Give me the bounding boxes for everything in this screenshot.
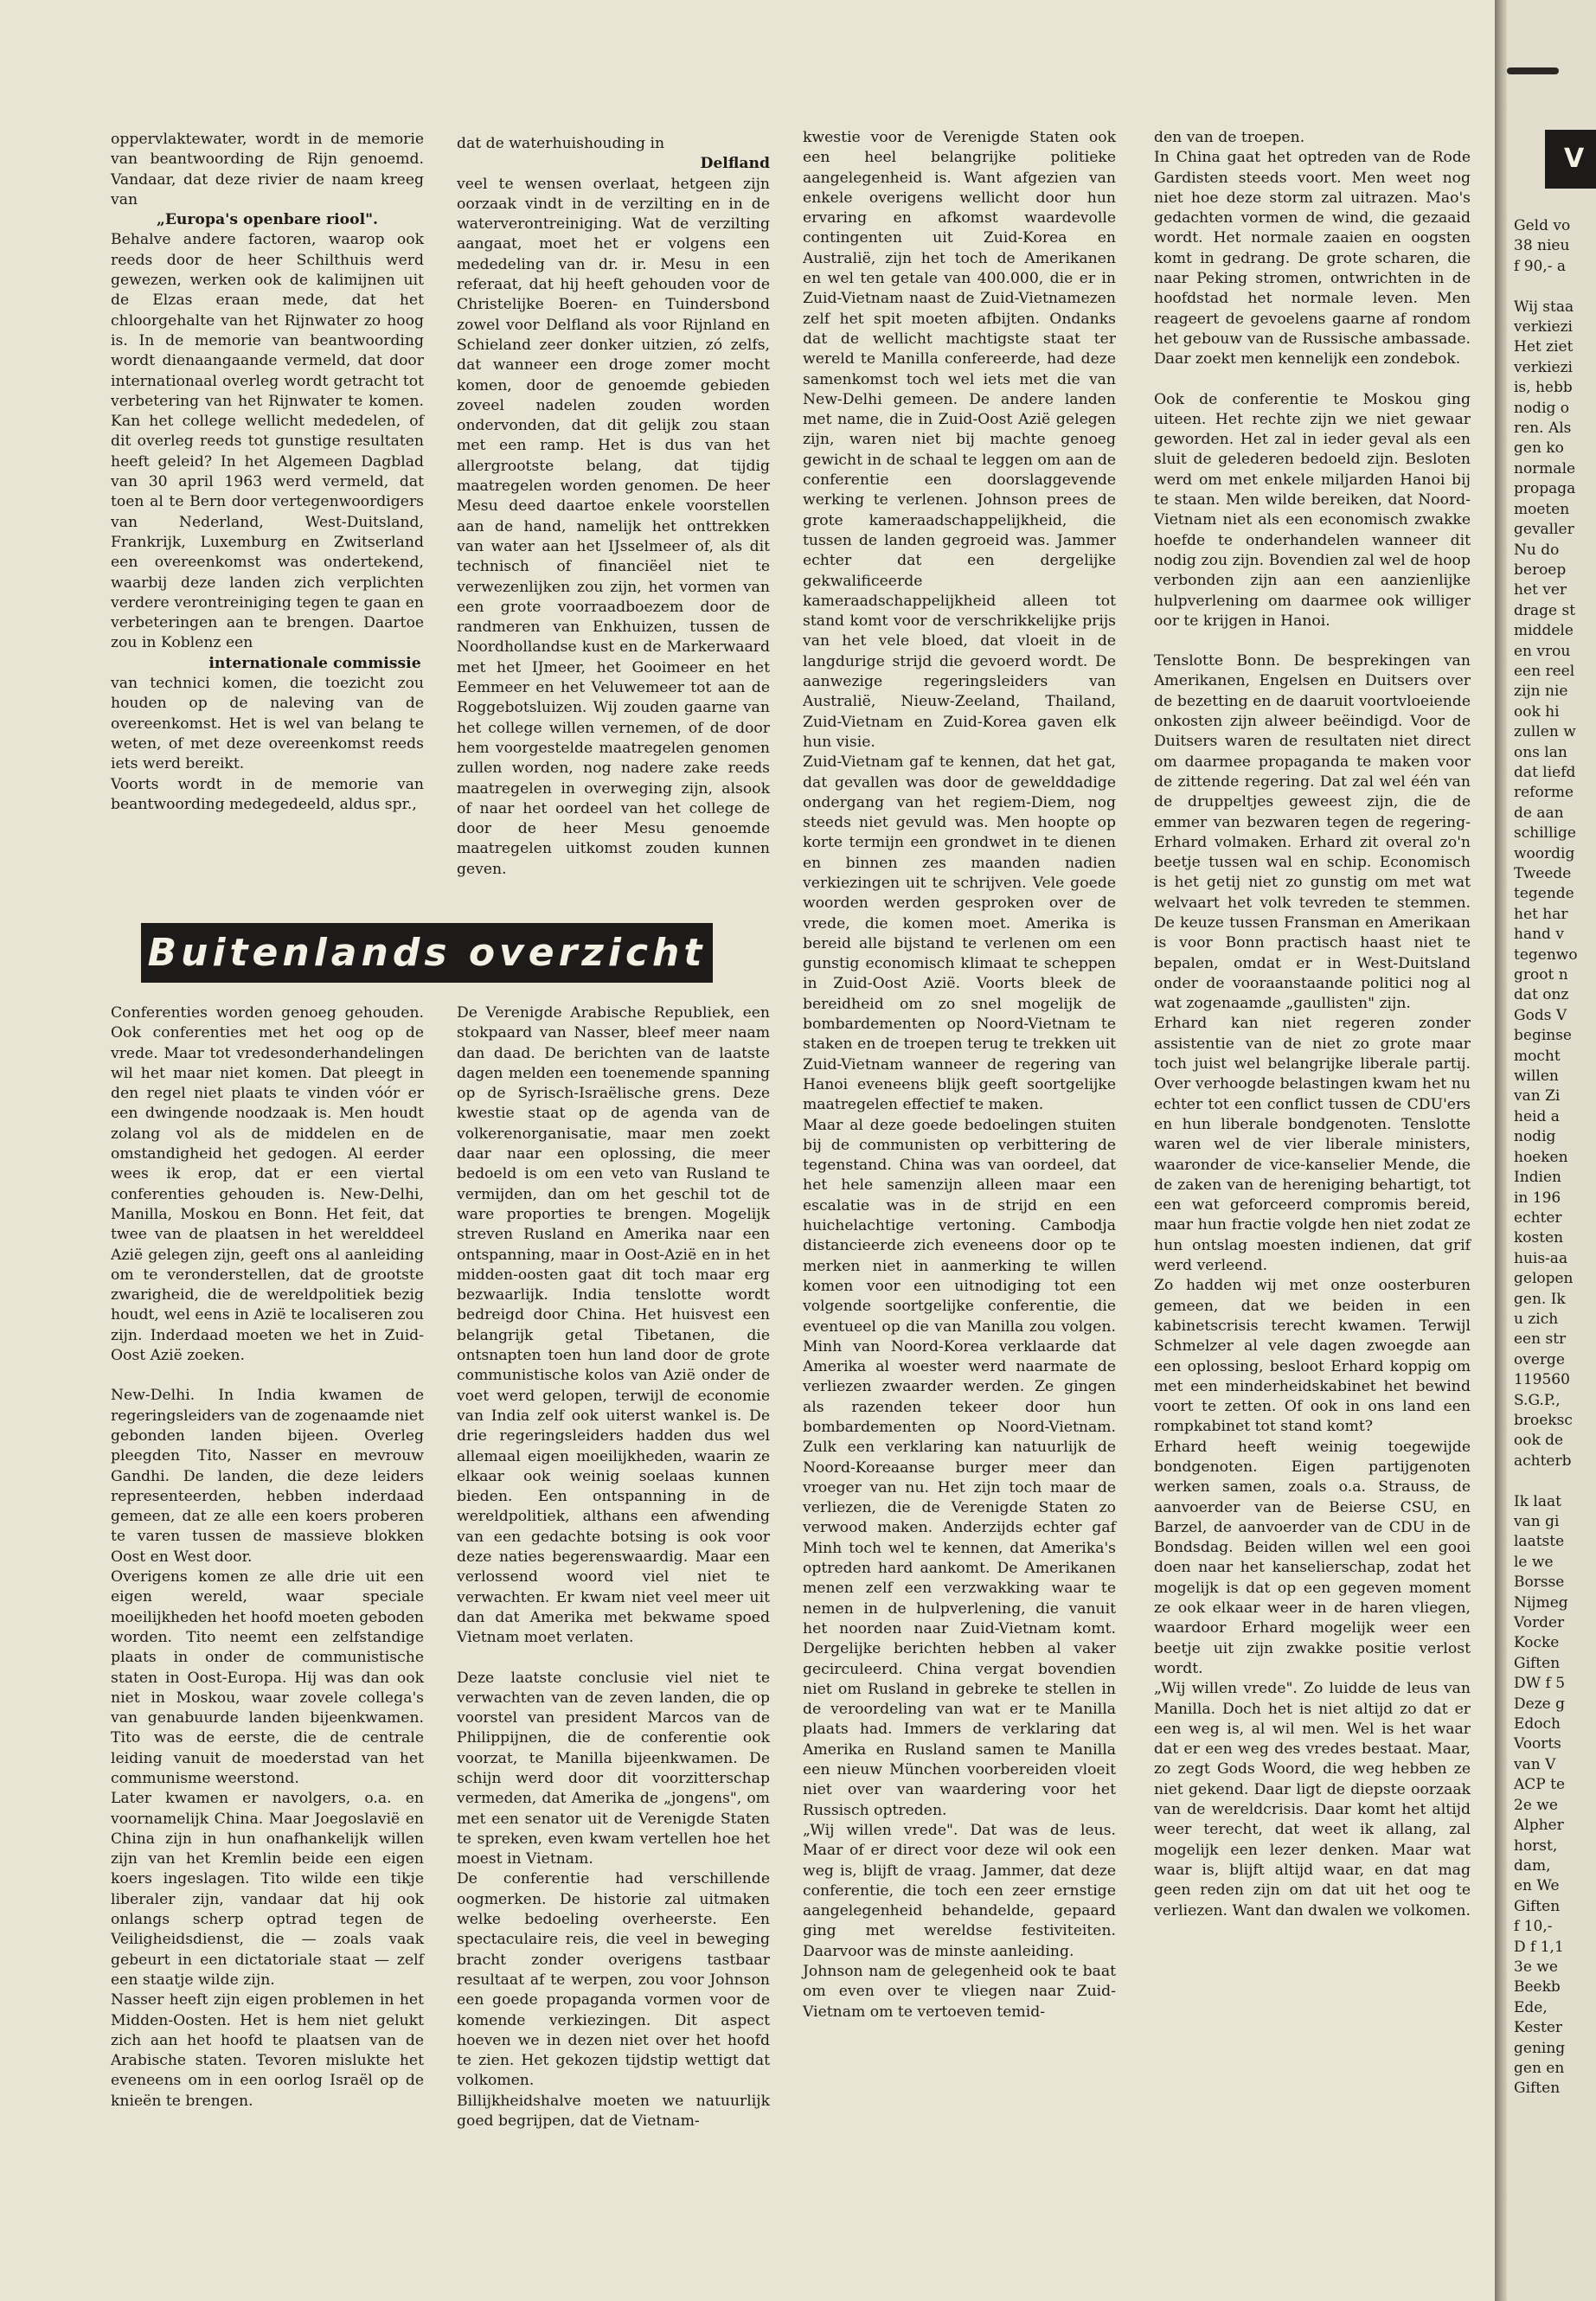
next-page-line: Tweede [1514, 865, 1572, 882]
next-page-line: D f 1,1 [1514, 1938, 1564, 1956]
next-page-line: beroep [1514, 561, 1567, 579]
next-page-line: woordig [1514, 844, 1575, 862]
next-page-line: middele [1514, 622, 1574, 640]
next-page-line: Het ziet [1514, 338, 1574, 356]
column-4 [1154, 128, 1471, 1921]
paragraph: „Wij willen vrede". Dat was de leus. Maar of er direct voor deze wil ook een weg is, blijft de vraag. Jammer, dat deze conferentie, die toch een zeer ernstige aangelegenheid behandelde, gepaard ging met wereldse festiviteiten. Daarvoor was de minste aanleiding. [803, 1821, 1116, 1960]
next-page-line: Kester [1514, 2019, 1563, 2037]
next-page-line: hoeken [1514, 1148, 1568, 1166]
next-page-line: heid a [1514, 1107, 1560, 1125]
paragraph: Erhard heeft weinig toegewijde bondgenoten. Eigen partijgenoten werken samen, zoals o.a. Strauss, de aanvoerder van de Beierse CSU, en Barzel, de aanvoerder van de CDU in de Bondsdag. Beiden willen wel een gooi doen naar het kanselierschap, zodat het mogelijk is dat op een gegeven moment ze ook elkaar weer in de haren vliegen, waardoor Erhard mogelijk weer een beetje uit zijn zwakke positie verlost wordt. [1154, 1438, 1471, 1677]
next-page-line: reforme [1514, 784, 1574, 802]
next-page-line: S.G.P., [1514, 1391, 1561, 1409]
subheading: Delfland [700, 155, 770, 173]
next-page-line: zijn nie [1514, 683, 1568, 701]
next-page-line: mocht [1514, 1047, 1561, 1065]
bottom-column-1 [111, 1003, 424, 2112]
paragraph: New-Delhi. In India kwamen de regeringsleiders van de zogenaamde niet gebonden landen bijeen. Overleg pleegden Tito, Nasser en mevrouw Gandhi. De landen, die deze leiders representeerden, hebben inderdaad gemeen, dat ze alle een koers proberen te varen tussen de massieve blokken Oost en West door. [111, 1387, 424, 1566]
next-page-line: tegenwo [1514, 945, 1578, 964]
next-page-line [1514, 1471, 1596, 1491]
paragraph: veel te wensen overlaat, hetgeen zijn oorzaak vindt in de verzilting en in de waterverontreiniging. Wat de verzilting aangaat, moet het er volgens een mededeling van dr. ir. Mesu in een referaat, dat hij heeft gehouden voor de Christelijke Boeren- en Tuindersbond zowel voor Delfland als voor Rijnland en Schieland zeer donker uitzien, zó zelfs, dat wanneer een droge zomer mocht komen, door de genoemde gebieden zoveel nadelen zouden worden ondervonden, dat dit gelijk zou staan met een ramp. Het is dus van het allergrootste belang, dat tijdig maatregelen worden genomen. De heer Mesu deed daartoe enkele voorstellen aan de hand, namelijk het onttrekken van water aan het IJsselmeer of, als dit technisch of financiëel niet te verwezenlijken zou zijn, het vormen van een grote voorraadboezem door de randmeren van Enkhuizen, tussen de Noordhollandse kust en de Markerwaard met het IJmeer, het Gooimeer en het Eemmeer en het Veluwemeer tot aan de Roggebotsluizen. Wij zouden gaarne van het college willen vernemen, of de door hem voorgestelde maatregelen genomen zullen worden, nog nadere zake reeds maatregelen in overweging zijn, alsook of naar het oordeel van het college de door de heer Mesu genoemde maatregelen uitkomst zouden kunnen geven. [457, 175, 770, 878]
paragraph: dat de waterhuishouding in [457, 135, 665, 152]
paragraph: Later kwamen er navolgers, o.a. en voornamelijk China. Maar Joegoslavië en China zijn in hun onafhankelijk willen zijn van het Kremlin beide een eigen koers ingeslagen. Tito wilde een tikje liberaler zijn, vandaar dat hij ook onlangs scherp optrad tegen de Veiligheidsdienst, die — zoals vaak gebeurt in een dictatoriale staat — zelf een staatje wilde zijn. [111, 1790, 424, 1989]
next-page-line: gening [1514, 2039, 1566, 2057]
paragraph: van technici komen, die toezicht zou houden op de naleving van de overeenkomst. Het is wel van belang te weten, of met deze overeenkomst reeds iets werd bereikt. [111, 675, 424, 773]
paragraph: Conferenties worden genoeg gehouden. Ook conferenties met het oog op de vrede. Maar tot vredesonderhandelingen wil het maar niet komen. Dat pleegt in den regel niet plaats te vinden vóór er een dwingende noodzaak is. Men houdt zolang vol als de middelen en de omstandigheid het gedogen. Al eerder wees ik erop, dat er een viertal conferenties gehouden is. New-Delhi, Manilla, Moskou en Bonn. Het feit, dat twee van de plaatsen in het werelddeel Azië gelegen zijn, geeft ons al aanleiding om te veronderstellen, dat de grootste zwarigheid, die de wereldpolitiek bezig houdt, wel eens in Azië te localiseren zou zijn. Inderdaad moeten we het in Zuid-Oost Azië zoeken. [111, 1004, 424, 1365]
next-page-line: achterb [1514, 1452, 1572, 1470]
paragraph: Deze laatste conclusie viel niet te verwachten van de zeven landen, die op voorstel van president Marcos van de Philippijnen, die de conferentie ook voorzat, te Manilla bijeenkwamen. De schijn werd door dit voorzitterschap vermeden, dat Amerika de „jongens", om met een senator uit de Verenigde Staten te spreken, even kwam vertellen hoe het moest in Vietnam. [457, 1669, 770, 1868]
next-page-line: Edoch [1514, 1715, 1561, 1734]
next-page-line: Borsse [1514, 1574, 1565, 1592]
paragraph: Maar al deze goede bedoelingen stuiten bij de communisten op verbittering de tegenstand. China was van oordeel, dat het hele samenzijn alleen maar een escalatie was in de strijd en een huichelachtige vertoning. Cambodja distancieerde zich eveneens door op te merken niet in aanmerking te willen komen voor een uitnodiging tot een volgende soortgelijke conferentie, die eventueel op die van Manilla zou volgen. Minh van Noord-Korea verklaarde dat Amerika al woester werd naarmate de verliezen zwaarder werden. Ze gingen als razenden tekeer door hun bombardementen op Noord-Vietnam. Zulk een verklaring kan natuurlijk de Noord-Koreaanse burger meer dan vroeger van nu. Het zijn toch maar de verliezen, die de Verenigde Staten zo verwood maken. Anderzijds echter gaf Minh toch wel te kennen, dat Amerika's optreden hard aankomt. De Amerikanen menen zelf een verzwakking waar te nemen in de hulpverlening, die vanuit het noorden naar Zuid-Vietnam komt. Dergelijke berichten hebben al vaker gecirculeerd. China vergat bovendien niet om Rusland in gebreke te stellen in de veroordeling van wat er te Manilla plaats had. Immers de verklaring dat Amerika en Rusland samen te Manilla een nieuw München voorbereiden vloeit niet over van waardering voor het Russisch optreden. [803, 1116, 1116, 1819]
next-page-line: dam, [1514, 1856, 1551, 1875]
paragraph: Nasser heeft zijn eigen problemen in het Midden-Oosten. Het is hem niet gelukt zich aan het hoofd te plaatsen van de Arabische staten. Tevoren mislukte het eveneens om in een oorlog Israël op de knieën te brengen. [111, 1991, 424, 2110]
paragraph: Tenslotte Bonn. De besprekingen van Amerikanen, Engelsen en Duitsers over de bezetting en de daaruit voortvloeiende onkosten zijn alweer beëindigd. Voor de Duitsers waren de resultaten niet direct om daarmee propaganda te maken voor de zittende regering. Dat zal wel één van de druppeltjes geweest zijn, die de emmer van bezwaren tegen de regering-Erhard volmaken. Erhard zit overal zo'n beetje tussen wal en schip. Economisch is het getij niet zo gunstig om met wat welvaart het volk tevreden te stemmen. De keuze tussen Fransman en Amerikaan is voor Bonn practisch haast niet te bepalen, omdat er in West-Duitsland onder de vooraanstaande politici nog al wat zogenaamde „gaullisten" zijn. [1154, 652, 1471, 1013]
next-page-line: ren. Als [1514, 420, 1572, 438]
next-page-line: gelopen [1514, 1270, 1574, 1288]
next-page-line: verkiezi [1514, 318, 1573, 336]
paragraph: „Wij willen vrede". Zo luidde de leus van Manilla. Doch het is niet altijd zo dat er een weg is, al wil men. Wel is het waar dat er een weg des vredes bestaat. Maar, zo zegt Gods Woord, die weg hebben ze niet gekend. Daar ligt de diepste oorzaak van de wereldcrisis. Daar komt het altijd weer terecht, dat weet ik allang, zal mogelijk een lezer denken. Maar wat waar is, blijft altijd waar, en dat mag geen reden zijn om dat uit het oog te verliezen. Want dan dwalen we volkomen. [1154, 1680, 1471, 1920]
paragraph: Billijkheidshalve moeten we natuurlijk goed begrijpen, dat de Vietnam- [457, 2092, 770, 2131]
next-page-line: ook de [1514, 1432, 1564, 1450]
subheading: internationale commissie [208, 654, 421, 672]
next-page-line: 119560 [1514, 1371, 1570, 1389]
next-page-line: drage st [1514, 601, 1576, 619]
next-page-line: een str [1514, 1330, 1567, 1349]
page-gutter [1495, 0, 1507, 2301]
subheading: „Europa's openbare riool". [156, 211, 379, 229]
next-page-line: Nu do [1514, 541, 1560, 559]
paragraph: Voorts wordt in de memorie van beantwoording medegedeeld, aldus spr., [111, 775, 424, 813]
next-page-line: Ede, [1514, 1998, 1548, 2016]
next-page-line: laatste [1514, 1533, 1565, 1551]
rule-mark [1507, 67, 1559, 74]
paragraph: Johnson nam de gelegenheid ook te baat om even over te vliegen naar Zuid-Vietnam om te vertoeven temid- [803, 1963, 1116, 2021]
next-page-line: huis-aa [1514, 1249, 1568, 1267]
next-page-line: groot n [1514, 966, 1568, 984]
next-page-line: gevaller [1514, 521, 1574, 539]
next-page-line: 3e we [1514, 1958, 1558, 1976]
next-page-line: Giften [1514, 2080, 1561, 2098]
next-page-line: dat onz [1514, 986, 1569, 1004]
next-page-line: Deze g [1514, 1695, 1565, 1713]
next-page-line: normale [1514, 459, 1576, 478]
next-page-line: le we [1514, 1553, 1554, 1571]
next-page-line: ACP te [1514, 1776, 1566, 1794]
next-page-line: willen [1514, 1067, 1559, 1086]
next-page-line: hand v [1514, 926, 1564, 944]
next-page-line: in 196 [1514, 1189, 1561, 1207]
next-page-line: van Zi [1514, 1087, 1561, 1106]
next-page-line: u zich [1514, 1310, 1559, 1328]
paragraph: Erhard kan niet regeren zonder assistentie van de niet zo grote maar toch juist wel belangrijke liberale partij. Over verhoogde belastingen kwam het nu echter tot een conflict tussen de CDU'ers en hun liberale bondgenoten. Tenslotte waren wel de vier liberale ministers, waaronder de vice-kanselier Mende, die de zaken van de hereniging behartigt, tot een wat geforceerd compromis bereid, maar hun fractie volgde hen niet zodat ze hun ontslag moesten indienen, dat grif werd verleend. [1154, 1015, 1471, 1275]
next-page-line: Indien [1514, 1169, 1561, 1187]
next-page-line: is, hebb [1514, 379, 1573, 397]
next-page-text [1514, 216, 1596, 2099]
next-page-line: propaga [1514, 480, 1576, 498]
next-page-line: Wij staa [1514, 298, 1574, 316]
next-page-line: beginse [1514, 1027, 1572, 1045]
next-page-line: ons lan [1514, 743, 1567, 761]
next-page-line: Voorts [1514, 1735, 1561, 1753]
top-column-1 [111, 130, 424, 815]
paragraph: Behalve andere factoren, waarop ook reeds door de heer Schilthuis werd gewezen, werken ook de kalimijnen uit de Elzas eraan mede, dat het chloorgehalte van het Rijnwater zo hoog is. In de memorie van beantwoording wordt dienaangaande vermeld, dat door internationaal overleg wordt getracht tot verbetering van het Rijnwater te komen. Kan het college wellicht mededelen, of dit overleg reeds tot gunstige resultaten heeft geleid? In het Algemeen Dagblad van 30 april 1963 werd vermeld, dat toen al te Bern door vertegenwoordigers van Nederland, West-Duitsland, Frankrijk, Luxemburg en Zwitserland een overeenkomst was ondertekend, waarbij deze landen zich verplichten verdere verontreiniging tegen te gaan en verbeteringen aan te brengen. Daartoe zou in Koblenz een [111, 231, 424, 652]
next-page-line: schillige [1514, 824, 1576, 843]
paragraph: De Verenigde Arabische Republiek, een stokpaard van Nasser, bleef meer naam dan daad. De berichten van de laatste dagen melden een toenemende spanning op de Syrisch-Israëlische grens. Deze kwestie staat op de agenda van de volkerenorganisatie, maar men zoekt daar naar een oplossing, die meer bedoeld is om een veto van Rusland te vermijden, dan om het geschil tot de ware proporties te brengen. Mogelijk streven Rusland en Amerika naar een ontspanning, maar in Oost-Azië en in het midden-oosten gaat dit toch maar erg bezwaarlijk. India tenslotte wordt bedreigd door China. Het huisvest een belangrijk getal Tibetanen, die ontsnapten toen hun land door de grote communistische kolos van Azië onder de voet werd gelopen, terwijl de economie van India zelf ook uiterst wankel is. De drie regeringsleiders hadden dus wel allemaal eigen moeilijkheden, waarin ze elkaar ook weinig soelaas kunnen bieden. Een ontspanning in de wereldpolitiek, althans een afwending van een gedachte botsing is ook voor deze naties begerenswaardig. Maar een verlossend woord viel niet te verwachten. Er kwam niet veel meer uit dan dat Amerika met bekwame spoed Vietnam moet verlaten. [457, 1004, 770, 1647]
next-page-line: het har [1514, 905, 1568, 923]
next-page-line: DW f 5 [1514, 1675, 1566, 1693]
paragraph: oppervlaktewater, wordt in de memorie van beantwoording de Rijn genoemd. Vandaar, dat deze rivier de naam kreeg van [111, 131, 424, 208]
paragraph: Zo hadden wij met onze oosterburen gemeen, dat we beiden in een kabinetscrisis terecht kwamen. Terwijl Schmelzer al vele dagen zwoegde aan een oplossing, besloot Erhard koppig om met een minderheidskabinet het bewind voort te zetten. Of ook in ons land een rompkabinet tot stand komt? [1154, 1277, 1471, 1436]
next-page-line [1514, 277, 1596, 297]
next-page-line: verkiezi [1514, 358, 1573, 376]
next-page-line: van V [1514, 1755, 1556, 1773]
next-page-line: een reel [1514, 662, 1575, 680]
paragraph: kwestie voor de Verenigde Staten ook een heel belangrijke politieke aangelegenheid is. Want afgezien van enkele overigens wellicht door hun ervaring en afkomst waardevolle contingenten uit Zuid-Korea en Australië, zijn het toch de Amerikanen en wel ten getale van 400.000, die er in Zuid-Vietnam naast de Zuid-Vietnamezen zelf het spit moeten afbijten. Ondanks dat de wellicht machtigste staat ter wereld te Manilla confereerde, had deze samenkomst toch wel iets met die van New-Delhi gemeen. De andere landen met name, die in Zuid-Oost Azië gelegen zijn, waren niet bij machte genoeg gewicht in de schaal te leggen om aan de conferentie een doorslaggevende werking te verlenen. Johnson prees de grote kameraadschappelijkheid, die tussen de landen gegroeid was. Jammer echter dat een dergelijke gekwalificeerde kameraadschappelijkheid alleen tot stand komt voor de verschrikkelijke prijs van het vele bloed, dat vloeit in de langdurige strijd die gevoerd wordt. De aanwezige regeringsleiders van Australië, Nieuw-Zeeland, Thailand, Zuid-Vietnam en Zuid-Korea gaven elk hun visie. [803, 129, 1116, 751]
next-page-line: broeksc [1514, 1411, 1573, 1429]
next-page-line: f 10,- [1514, 1918, 1553, 1936]
next-page-line: moeten [1514, 500, 1570, 518]
next-page-line: Nijmeg [1514, 1593, 1568, 1612]
next-page-line: Beekb [1514, 1978, 1561, 1997]
next-page-line: 2e we [1514, 1796, 1558, 1814]
next-page-line: dat liefd [1514, 763, 1576, 781]
next-page-line: het ver [1514, 581, 1567, 599]
paragraph: In China gaat het optreden van de Rode Gardisten steeds voort. Men weet nog niet hoe deze storm zal uitrazen. Mao's gedachten vormen de wind, die gezaaid wordt. Het normale zaaien en oogsten komt in gedrang. De grote scharen, die naar Peking stromen, ontwrichten in de hoofdstad het normale leven. Men reageert de gevoelens gaarne af rondom het gebouw van de Russische ambassade. Daar zoekt men kennelijk een zondebok. [1154, 149, 1471, 369]
next-page-line: tegende [1514, 885, 1574, 903]
next-page-line: Giften [1514, 1897, 1561, 1915]
next-page-line: Ik laat [1514, 1492, 1561, 1510]
column-3 [803, 128, 1116, 2022]
next-page-line: Vorder [1514, 1614, 1565, 1632]
next-page-line: echter [1514, 1208, 1562, 1227]
paragraph: Ook de conferentie te Moskou ging uiteen. Het rechte zijn we niet gewaar geworden. Het zal in ieder geval als een sluit de gelederen bedoeld zijn. Besloten werd om met enkele miljarden Hanoi bij te staan. Men wilde bereiken, dat Noord-Vietnam niet als een economisch zwakke hoefde te onderhandelen wanneer dit nodig zou zijn. Bovendien zal wel de hoop verbonden zijn aan een aanzienlijke hulpverlening om daarmee ook williger oor te krijgen in Hanoi. [1154, 390, 1471, 630]
next-page-line: horst, [1514, 1836, 1558, 1855]
next-page-line: overge [1514, 1350, 1565, 1368]
next-page-line: ook hi [1514, 702, 1560, 721]
next-page-line: nodig [1514, 1128, 1556, 1146]
paragraph: Zuid-Vietnam gaf te kennen, dat het gat, dat gevallen was door de gewelddadige ondergang van het regiem-Diem, nog steeds niet gevuld was. Men hoopte op korte termijn een grondwet in te dienen en binnen zes maanden nadien verkiezingen uit te schrijven. Vele goede woorden werden gesproken over de vrede, die komen moet. Amerika is bereid alle bijstand te verlenen om een gunstig economisch klimaat te scheppen in Zuid-Oost Azië. Voorts bleek de bereidheid om zo snel mogelijk de bombardementen op Noord-Vietnam te staken en de troepen terug te trekken uit Zuid-Vietnam wanneer de regering van Hanoi eveneens blijk geeft soortgelijke maatregelen effectief te maken. [803, 753, 1116, 1114]
next-page-edge [1507, 0, 1596, 2301]
next-page-line: Giften [1514, 1654, 1561, 1672]
next-page-banner: V [1545, 130, 1596, 189]
next-page-line: f 90,- a [1514, 257, 1567, 275]
next-page-line: gen. Ik [1514, 1290, 1566, 1308]
next-page-line: Gods V [1514, 1006, 1567, 1024]
next-page-line: Alpher [1514, 1817, 1564, 1835]
next-page-line: en vrou [1514, 642, 1571, 660]
next-page-line: nodig o [1514, 399, 1570, 417]
next-page-line: kosten [1514, 1229, 1564, 1247]
next-page-line: de aan [1514, 804, 1564, 822]
next-page-line: gen ko [1514, 439, 1564, 458]
paragraph: den van de troepen. [1154, 129, 1305, 146]
next-page-line: gen en [1514, 2059, 1565, 2077]
next-page-line: en We [1514, 1877, 1560, 1895]
next-page-line: Kocke [1514, 1634, 1560, 1652]
section-banner: Buitenlands overzicht [141, 923, 713, 983]
next-page-line: Geld vo [1514, 217, 1571, 234]
next-page-line: zullen w [1514, 723, 1576, 741]
next-page-line: van gi [1514, 1513, 1560, 1530]
paragraph: Overigens komen ze alle drie uit een eigen wereld, waar speciale moeilijkheden het hoofd moeten geboden worden. Tito neemt een zelfstandige plaats in onder de communistische staten in Oost-Europa. Hij was dan ook niet in Moskou, waar zovele collega's van genabuurde landen bijeenkwamen. Tito was de eerste, die de centrale leiding vanuit de moederstad van het communisme weerstond. [111, 1568, 424, 1787]
bottom-column-2 [457, 1003, 770, 2131]
top-column-2 [457, 134, 770, 880]
paragraph: De conferentie had verschillende oogmerken. De historie zal uitmaken welke bedoeling overheerste. Een spectaculaire reis, die veel in beweging bracht zonder overigens tastbaar resultaat af te werpen, zou voor Johnson een goede propaganda vormen voor de komende verkiezingen. Dit aspect hoeven we in dezen niet over het hoofd te zien. Het gekozen tijdstip wettigt dat volkomen. [457, 1870, 770, 2090]
next-page-line: 38 nieu [1514, 237, 1570, 255]
